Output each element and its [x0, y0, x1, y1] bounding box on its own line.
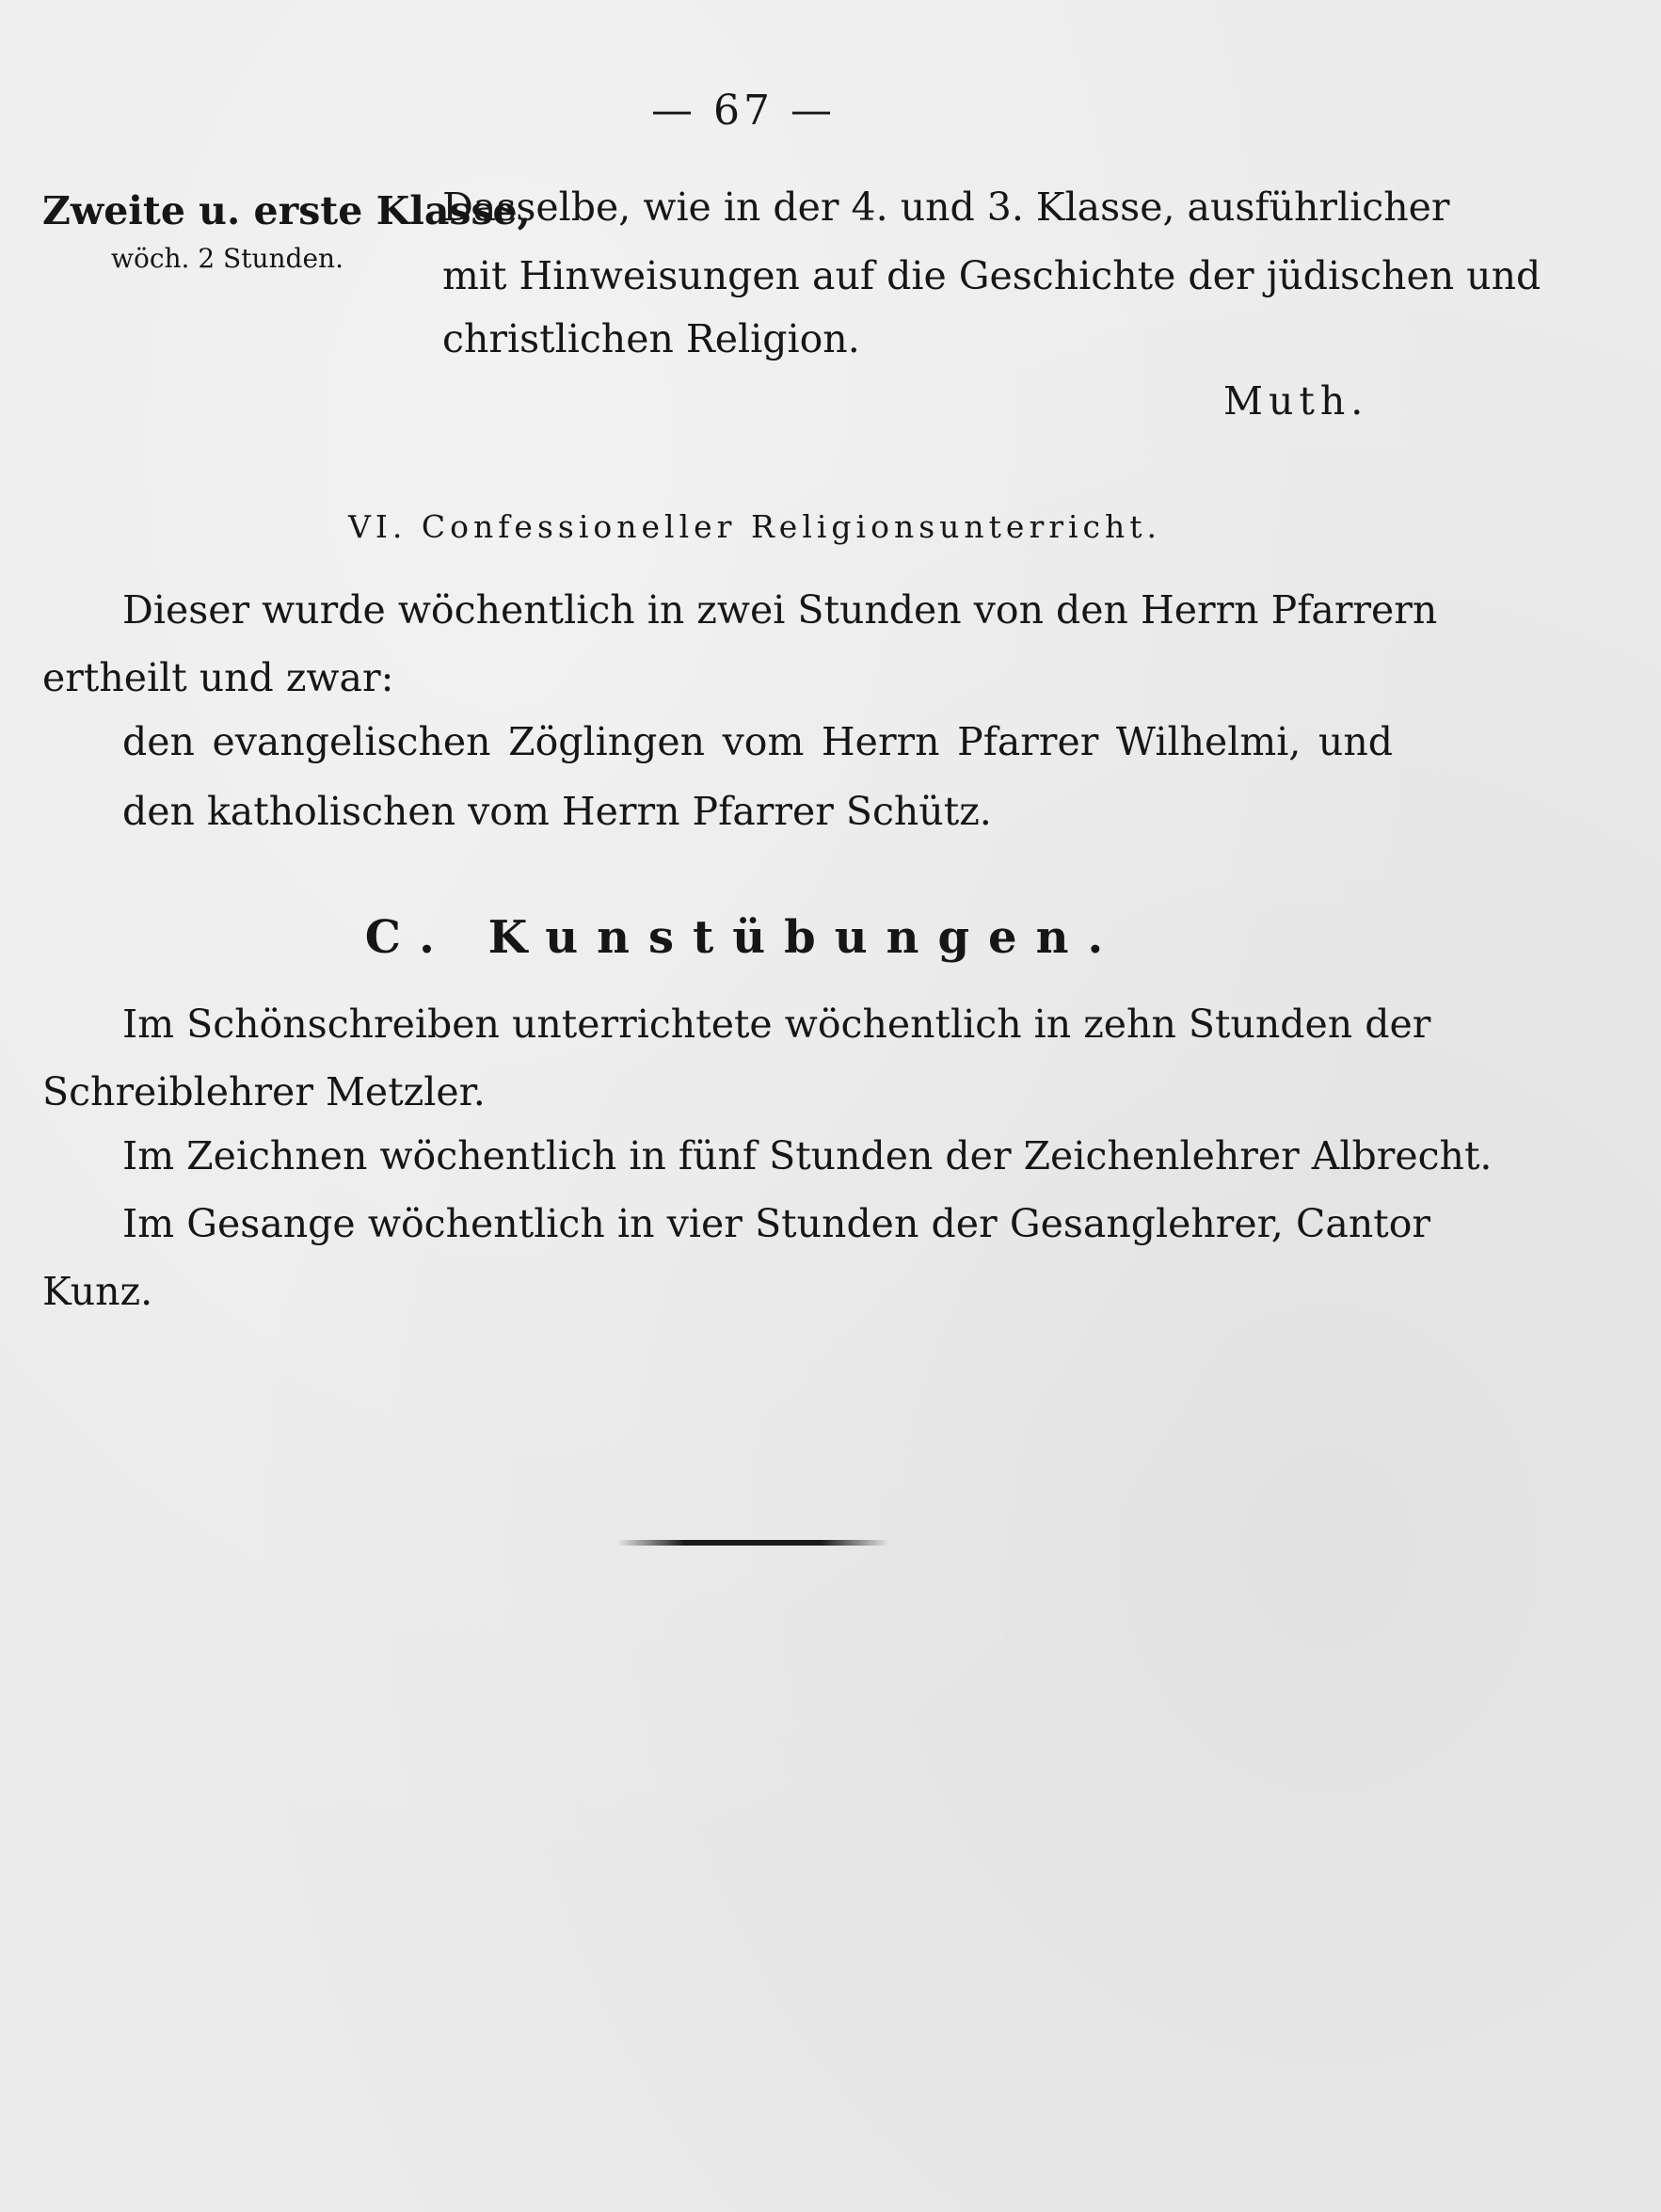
section-vi-heading: VI. Confessioneller Religionsunterricht.	[348, 508, 1162, 545]
section-c-line-1: Im Schönschreiben unterrichtete wöchentlich in zehn Stunden der	[122, 1002, 1431, 1047]
page-number: — 67 —	[651, 87, 836, 135]
section-vi-line-3: den evangelischen Zöglingen vom Herrn Pfarrer Wilhelmi, und	[122, 719, 1393, 764]
end-divider	[616, 1540, 889, 1546]
section-c-line-2: Schreiblehrer Metzler.	[42, 1069, 486, 1114]
signature-muth: Muth.	[1223, 378, 1369, 424]
section-c-line-3: Im Zeichnen wöchentlich in fünf Stunden der Zeichenlehrer Albrecht.	[122, 1133, 1493, 1178]
section-c-line-5: Kunz.	[42, 1269, 153, 1314]
section-c-heading: C. Kunstübungen.	[364, 911, 1123, 964]
hours-label: wöch. 2 Stunden.	[111, 243, 343, 274]
section-c-line-4: Im Gesange wöchentlich in vier Stunden der Gesanglehrer, Cantor	[122, 1201, 1430, 1246]
entry-line-2: mit Hinweisungen auf die Geschichte der jüdischen und	[442, 253, 1541, 298]
entry-line-1: Dasselbe, wie in der 4. und 3. Klasse, ausführlicher	[442, 184, 1450, 230]
entry-line-3: christlichen Religion.	[442, 316, 860, 361]
section-vi-line-1: Dieser wurde wöchentlich in zwei Stunden von den Herrn Pfarrern	[122, 587, 1438, 633]
section-vi-line-2: ertheilt und zwar:	[42, 655, 394, 700]
section-vi-line-4: den katholischen vom Herrn Pfarrer Schütz.	[122, 789, 992, 834]
class-label: Zweite u. erste Klasse,	[42, 188, 531, 233]
